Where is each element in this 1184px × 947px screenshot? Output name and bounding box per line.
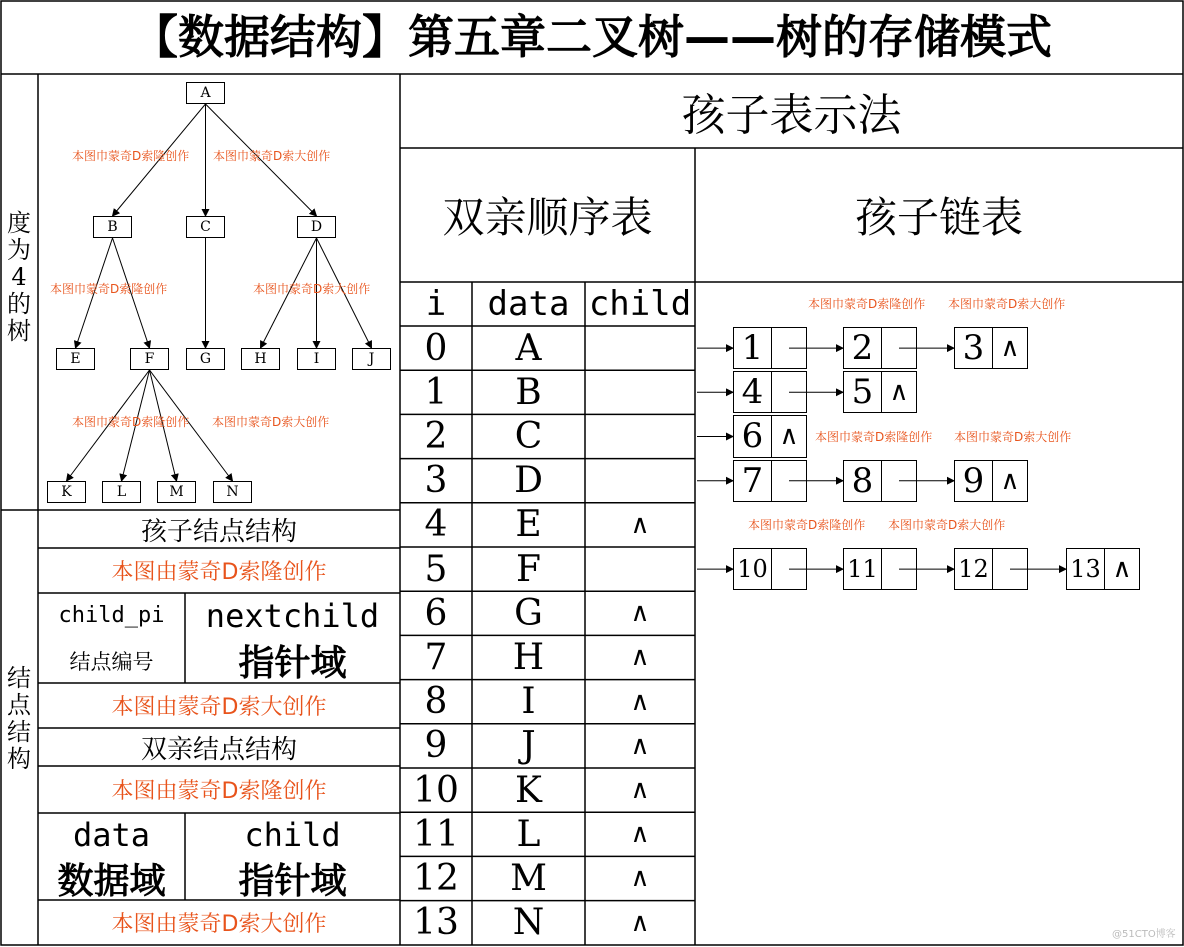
tree-node-J: J: [352, 348, 391, 370]
data-field-label: 数据域: [57, 861, 166, 902]
row-data: N: [512, 902, 545, 944]
chain-node-value: 2: [844, 328, 882, 368]
watermark: 本图巾蒙奇D索大创作: [888, 518, 1006, 532]
tree-node-D: D: [297, 216, 336, 238]
row-data: C: [514, 415, 543, 457]
chain-node: [954, 327, 1028, 369]
node-number-label: 结点编号: [69, 649, 154, 674]
chain-node-next: [993, 549, 1027, 589]
chain-node-value: 12: [955, 549, 993, 589]
row-index: 2: [424, 415, 448, 457]
watermark: 本图巾蒙奇D索大创作: [213, 149, 331, 163]
chain-node-next: [882, 328, 916, 368]
chain-node-value: 8: [844, 461, 882, 501]
chain-node-next: ∧: [1000, 465, 1020, 496]
row-data: D: [514, 460, 543, 502]
tree-node-M: M: [157, 481, 196, 503]
row-index: 10: [413, 769, 459, 811]
tree-node-I: I: [297, 348, 336, 370]
parent-node-struct-title: 双亲结点结构: [140, 734, 297, 765]
row-child: [585, 370, 695, 414]
watermark: 本图巾蒙奇D索隆创作: [815, 430, 933, 444]
nextchild-label: nextchild: [205, 596, 380, 635]
row-data: K: [515, 769, 542, 811]
header-child: child: [588, 284, 692, 324]
watermark: 本图巾蒙奇D索大创作: [954, 430, 1072, 444]
row-child: ∧: [630, 642, 650, 673]
row-child: ∧: [630, 907, 650, 938]
watermark: 本图由蒙奇D索隆创作: [111, 779, 327, 804]
chain-node-value: 3: [955, 328, 993, 368]
tree-node-K: K: [47, 481, 86, 503]
watermark: 本图巾蒙奇D索隆创作: [748, 518, 866, 532]
row-data: I: [521, 681, 536, 723]
child-node-struct-title: 孩子结点结构: [140, 516, 297, 547]
row-child: ∧: [630, 598, 650, 629]
footer-watermark: @51CTO博客: [1112, 929, 1176, 940]
row-index: 11: [413, 813, 459, 855]
chain-node-value: 6: [734, 416, 772, 456]
watermark: 本图由蒙奇D索隆创作: [111, 560, 327, 585]
node-structure-label: 结点结构: [7, 664, 31, 773]
row-child: ∧: [630, 686, 650, 717]
chain-node: [733, 327, 807, 369]
chain-node: [733, 415, 807, 457]
chain-node: [843, 548, 917, 590]
watermark: 本图巾蒙奇D索隆创作: [72, 149, 190, 163]
watermark: 本图巾蒙奇D索大创作: [212, 415, 330, 429]
header-i: i: [425, 284, 447, 324]
row-child: [585, 459, 695, 503]
chain-node-next: [772, 461, 806, 501]
tree-node-N: N: [213, 481, 252, 503]
row-child: ∧: [630, 863, 650, 894]
header-data: data: [487, 284, 570, 324]
chain-node-value: 13: [1067, 549, 1105, 589]
chain-node: [954, 460, 1028, 502]
row-data: L: [516, 813, 541, 855]
tree-node-A: A: [186, 82, 225, 104]
row-index: 7: [424, 636, 448, 678]
row-index: 1: [424, 371, 448, 413]
chain-node: [843, 460, 917, 502]
row-data: E: [515, 504, 542, 546]
row-index: 13: [413, 902, 459, 944]
chain-node-value: 4: [734, 372, 772, 412]
pointer-field-label: 指针域: [238, 643, 347, 684]
chain-node: [1066, 548, 1140, 590]
row-data: G: [514, 592, 543, 634]
tree-node-F: F: [130, 348, 169, 370]
chain-node: [733, 460, 807, 502]
chain-node-next: ∧: [889, 377, 909, 408]
row-index: 4: [424, 504, 448, 546]
tree-node-C: C: [186, 216, 225, 238]
row-index: 9: [424, 725, 448, 767]
row-data: H: [512, 636, 545, 678]
watermark: 本图巾蒙奇D索隆创作: [72, 415, 190, 429]
tree-node-G: G: [186, 348, 225, 370]
chain-node-next: [772, 328, 806, 368]
chain-node-next: ∧: [1112, 554, 1132, 585]
row-child: ∧: [630, 819, 650, 850]
chain-node: [954, 548, 1028, 590]
chain-title: 孩子链表: [854, 193, 1023, 242]
chain-node-next: [882, 461, 916, 501]
row-index: 3: [424, 460, 448, 502]
watermark: 本图巾蒙奇D索隆创作: [50, 282, 168, 296]
row-child: [585, 414, 695, 458]
chain-node-value: 7: [734, 461, 772, 501]
chain-node: [733, 371, 807, 413]
chain-node-next: ∧: [1000, 333, 1020, 364]
tree-node-L: L: [102, 481, 141, 503]
row-child: ∧: [630, 775, 650, 806]
row-index: 8: [424, 681, 448, 723]
method-title: 孩子表示法: [681, 90, 902, 141]
watermark: 本图由蒙奇D索大创作: [111, 695, 327, 720]
child-pi-label: child_pi: [58, 603, 165, 628]
tree-node-B: B: [93, 216, 132, 238]
data-label: data: [72, 816, 151, 854]
chain-node: [843, 371, 917, 413]
chain-node-value: 5: [844, 372, 882, 412]
row-child: [585, 547, 695, 591]
chain-node: [733, 548, 807, 590]
row-index: 6: [424, 592, 448, 634]
watermark: 本图巾蒙奇D索大创作: [253, 282, 371, 296]
chain-node-value: 9: [955, 461, 993, 501]
tree-node-E: E: [56, 348, 95, 370]
page-title: 【数据结构】第五章二叉树——树的存储模式: [132, 10, 1052, 64]
child-label: child: [244, 816, 341, 854]
chain-node-next: ∧: [779, 421, 799, 452]
chain-node: [843, 327, 917, 369]
row-child: ∧: [630, 730, 650, 761]
watermark: 本图由蒙奇D索大创作: [111, 912, 327, 937]
chain-node-value: 11: [844, 549, 882, 589]
chain-node-next: [772, 549, 806, 589]
row-index: 12: [413, 857, 459, 899]
chain-node-next: [772, 372, 806, 412]
pointer-field-label: 指针域: [238, 861, 347, 902]
row-index: 0: [424, 327, 448, 369]
chain-node-value: 10: [734, 549, 772, 589]
row-child: ∧: [630, 509, 650, 540]
watermark: 本图巾蒙奇D索隆创作: [808, 297, 926, 311]
row-data: F: [516, 548, 541, 590]
row-data: B: [515, 371, 542, 413]
tree-degree-label: 度为4的树: [7, 209, 31, 345]
row-data: A: [515, 327, 542, 369]
chain-node-next: [882, 549, 916, 589]
row-data: M: [510, 857, 547, 899]
row-index: 5: [424, 548, 448, 590]
chain-node-value: 1: [734, 328, 772, 368]
row-data: J: [521, 725, 536, 767]
row-child: [585, 326, 695, 370]
tree-node-H: H: [241, 348, 280, 370]
watermark: 本图巾蒙奇D索大创作: [948, 297, 1066, 311]
seq-table-title: 双亲顺序表: [442, 193, 653, 242]
